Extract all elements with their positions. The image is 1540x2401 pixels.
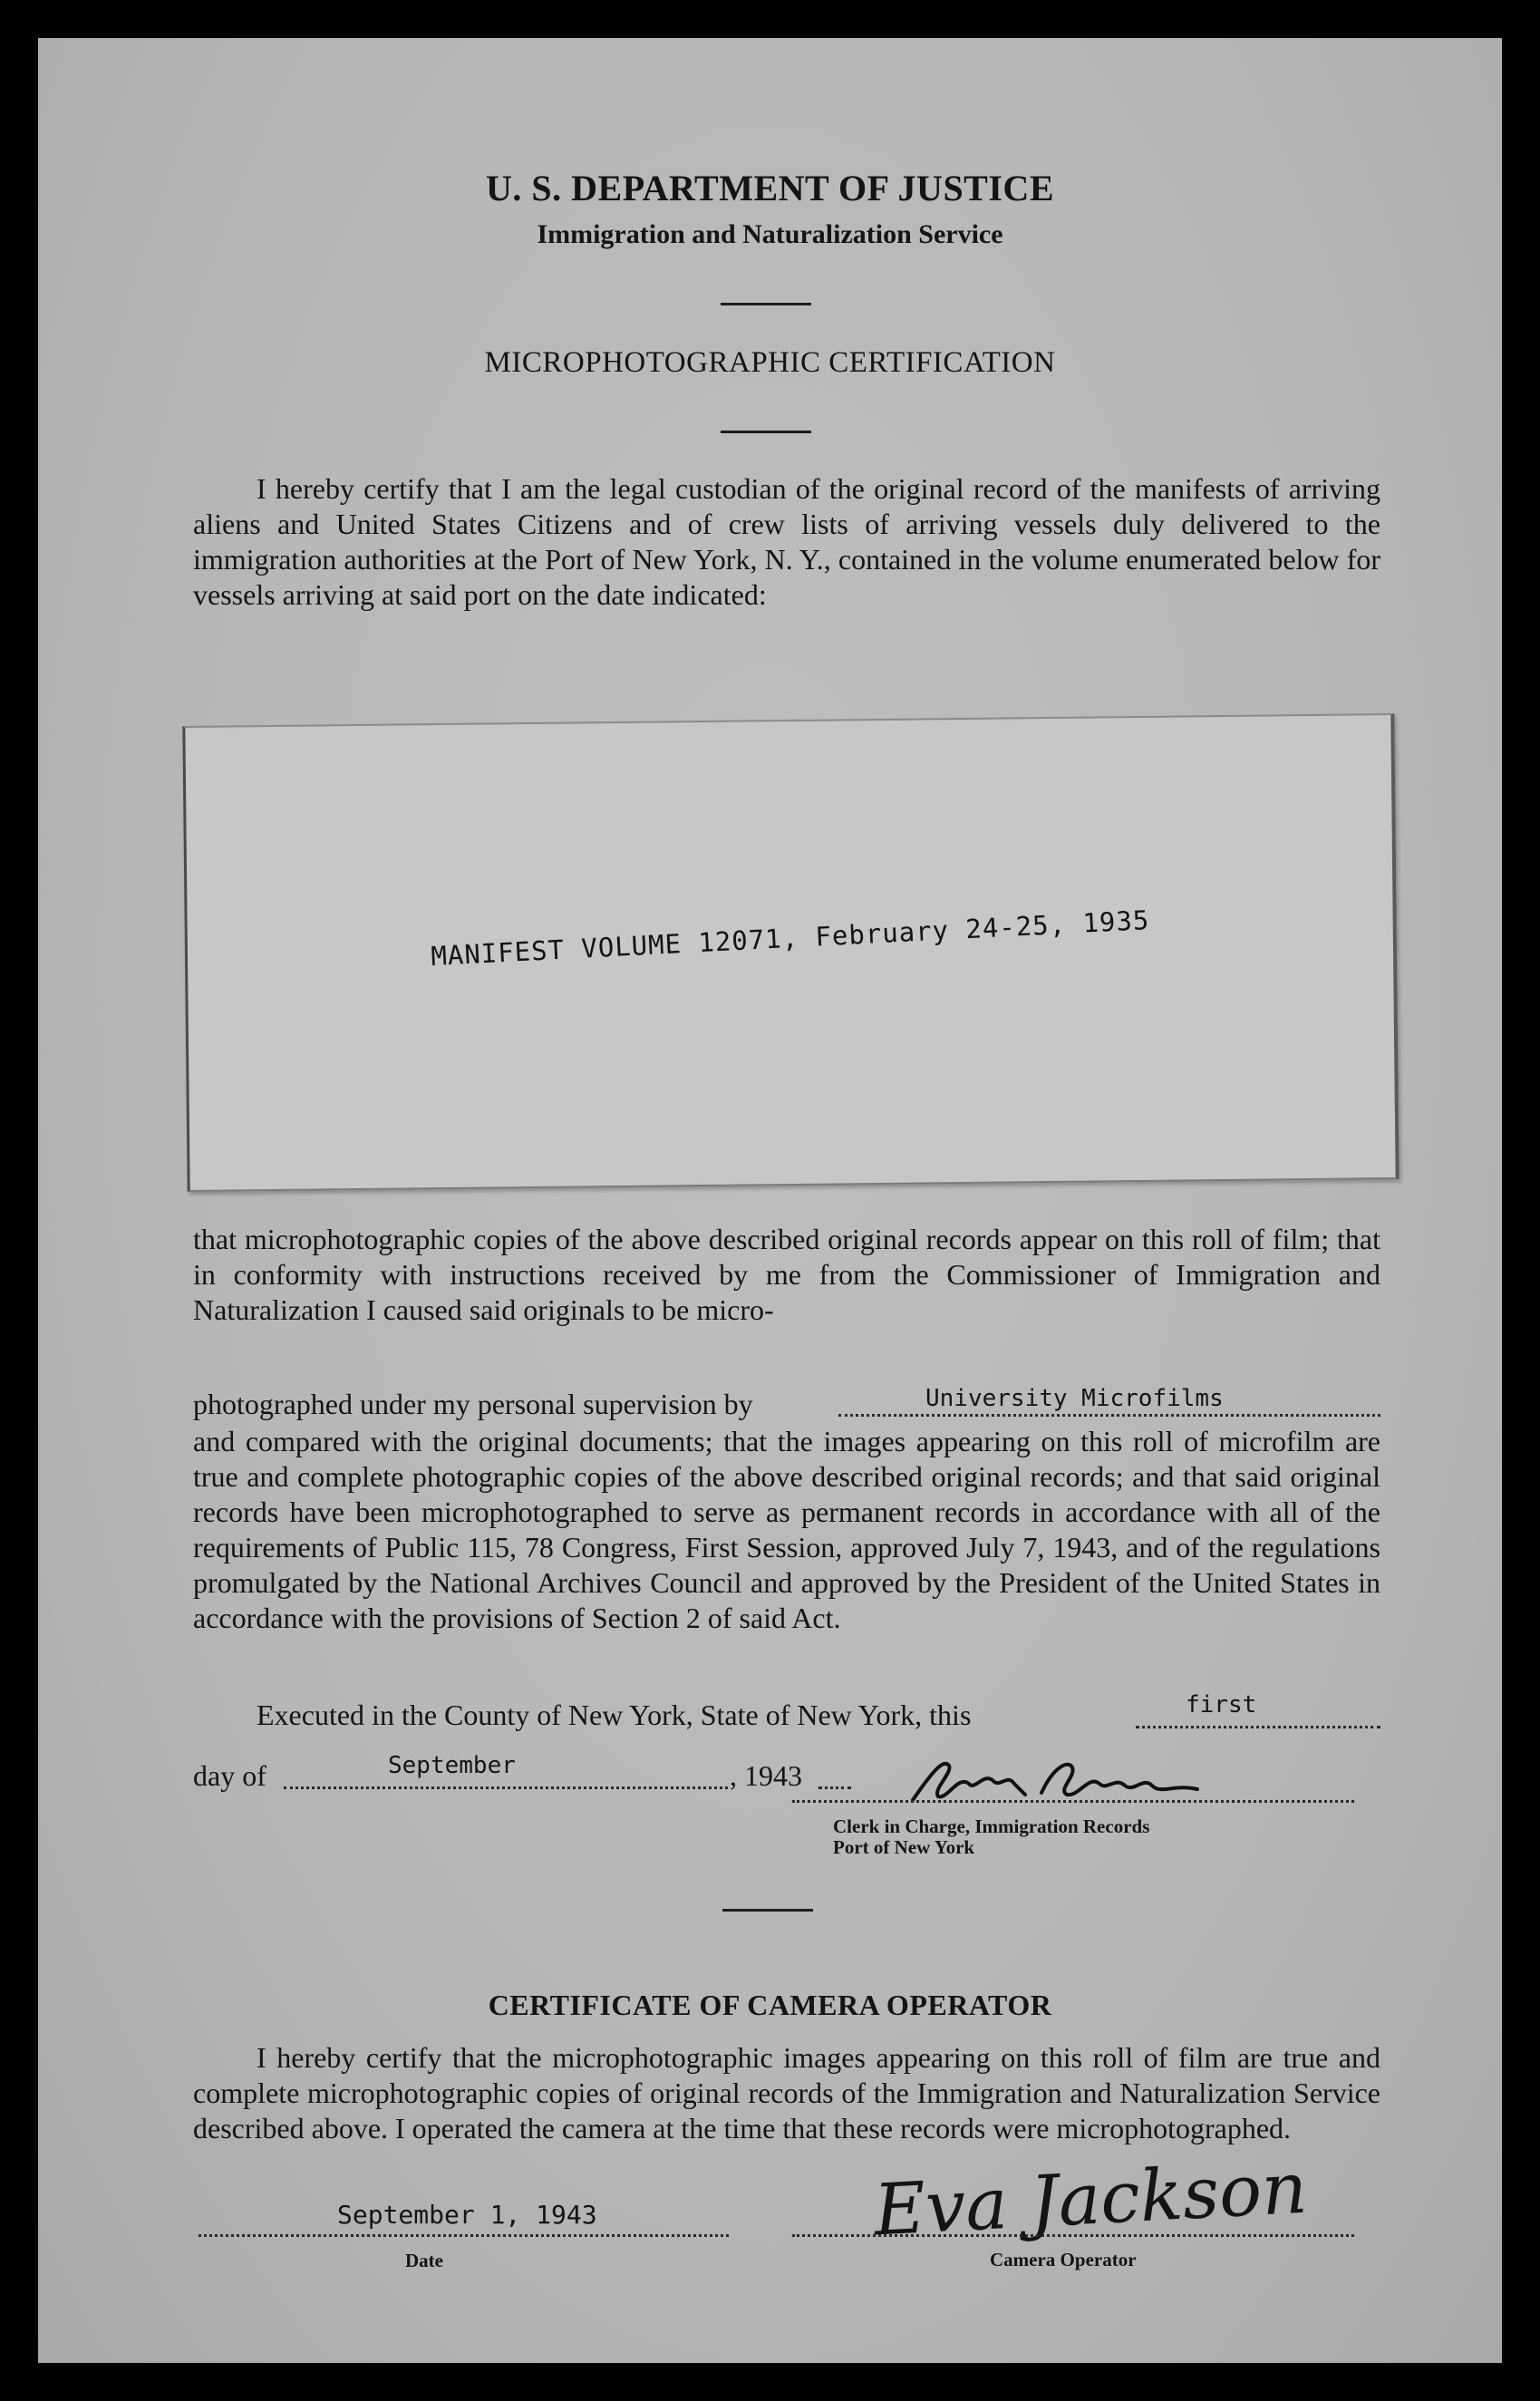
camera-certificate-text: I hereby certify that the microphotographic images appearing on this roll of film are true and complete microphotographic copies of original records of the Immigration and Naturalization Service described above. I operated the camera at the time that these records were microphotographed. — [193, 2041, 1380, 2144]
intro-paragraph — [193, 471, 1380, 613]
execution-day: first — [1186, 1691, 1257, 1718]
clerk-title-line2: Port of New York — [833, 1836, 975, 1858]
day-of-label: day of — [193, 1759, 266, 1792]
supervision-line — [193, 1387, 1380, 1427]
camera-date-block — [199, 2200, 729, 2272]
manifest-volume-label: MANIFEST VOLUME 12071, February 24-25, 1935 — [430, 904, 1151, 973]
department-title: U. S. DEPARTMENT OF JUSTICE — [486, 168, 1054, 208]
clerk-title-line1: Clerk in Charge, Immigration Records — [833, 1815, 1150, 1837]
document-page — [38, 38, 1502, 2363]
clerk-signature-block — [792, 1753, 1381, 1898]
camera-operator-signature: Eva Jackson — [871, 2147, 1310, 2252]
certification-body-top — [193, 1222, 1380, 1328]
camera-operator-dotted-line — [792, 2234, 1354, 2237]
intro-text: I hereby certify that I am the legal custodian of the original record of the manifests of arriving aliens and United States Citizens and of crew lists of arriving vessels duly delivered to the immigration authorities at the Port of New York, N. Y., contained in the volume enumerated below for vessels arriving at said port on the date indicated: — [193, 472, 1380, 611]
body-lines-before: that microphotographic copies of the above described original records appear on this roll of film; that in conformity with instructions received by me from the Commissioner of Immigration and Naturalization I caused said originals to be micro- — [193, 1223, 1380, 1326]
divider-second — [721, 431, 811, 433]
camera-certificate-paragraph — [193, 2040, 1380, 2146]
service-subtitle: Immigration and Naturalization Service — [537, 219, 1003, 249]
divider-camera — [722, 1909, 813, 1912]
camera-date-label: Date — [405, 2250, 443, 2271]
execution-line — [257, 1691, 1380, 1738]
body-lines-after: and compared with the original documents; that the images appearing on this roll of microfilm are true and complete photographic copies of the above described original records; and that said original records have been microphotographed to serve as permanent records in accordance with all of the requirements of Public 115, 78 Congress, First Session, approved July 7, 1943, and of the regulations promulgated by the National Archives Council and approved by the President of the United States in accordance with the provisions of Section 2 of said Act. — [193, 1425, 1380, 1634]
execution-month: September — [388, 1752, 516, 1779]
execution-year: , 1943 — [730, 1759, 802, 1792]
certification-body-bottom — [193, 1424, 1380, 1636]
camera-date-dotted-line — [199, 2234, 729, 2237]
manifest-label-card — [182, 713, 1399, 1192]
camera-certificate-heading: CERTIFICATE OF CAMERA OPERATOR — [488, 1989, 1052, 2021]
supervision-prefix: photographed under my personal supervision by — [193, 1388, 753, 1420]
execution-prefix: Executed in the County of New York, State of New York, this — [257, 1699, 972, 1731]
clerk-dotted-line — [792, 1800, 1354, 1803]
camera-operator-label: Camera Operator — [990, 2249, 1137, 2270]
camera-operator-block — [792, 2147, 1381, 2277]
month-dotted-line — [284, 1786, 728, 1789]
camera-date-value: September 1, 1943 — [337, 2200, 597, 2230]
day-dotted-line — [1136, 1726, 1380, 1728]
certification-heading: MICROPHOTOGRAPHIC CERTIFICATION — [484, 346, 1056, 379]
clerk-signature — [906, 1753, 1205, 1813]
supervisor-name: University Microfilms — [925, 1385, 1224, 1412]
divider-top — [721, 303, 811, 305]
